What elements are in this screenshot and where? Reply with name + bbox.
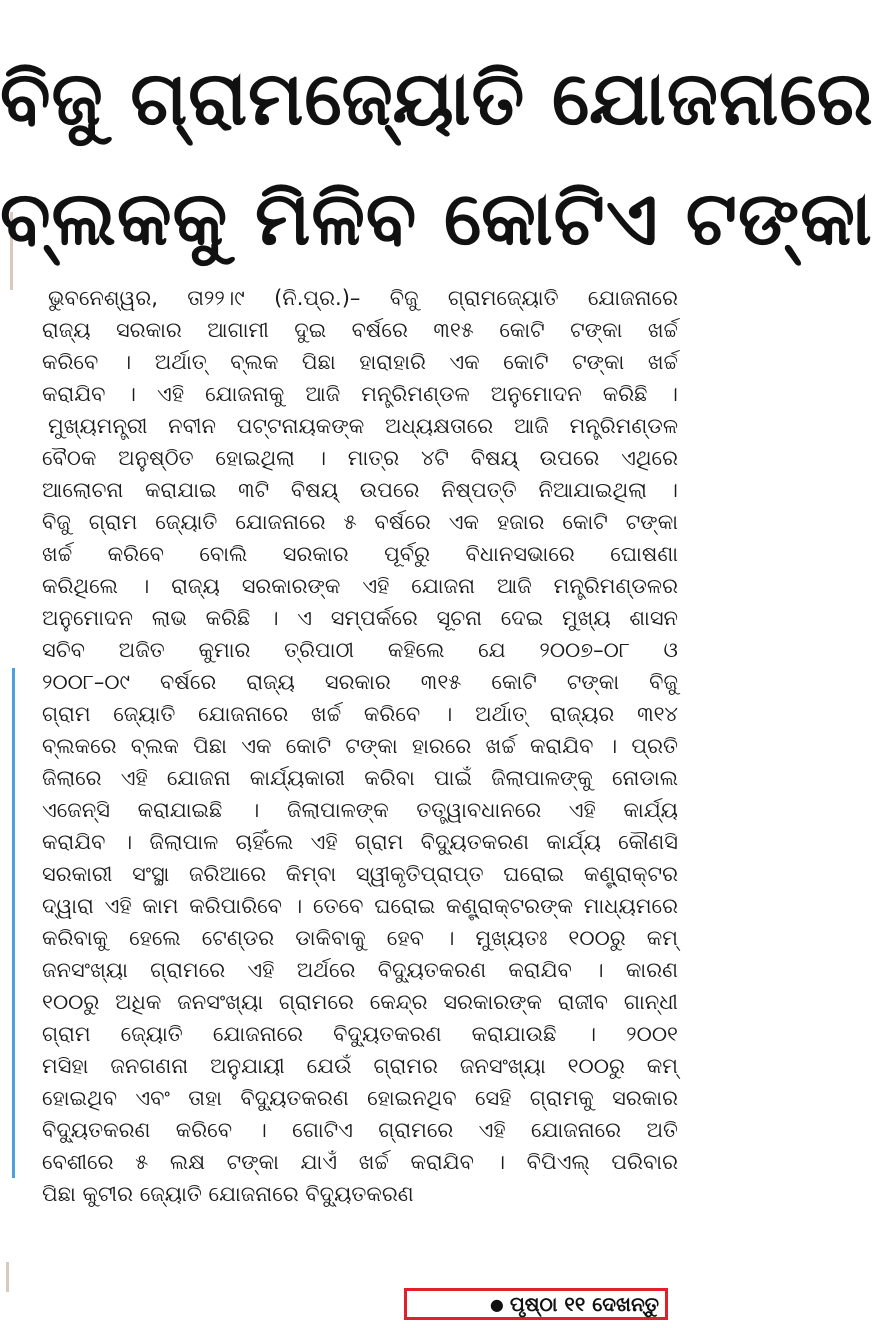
- body-line: ମୁଖ୍ୟମନ୍ତ୍ରୀ ନବୀନ ପଟ୍ଟନାୟକଙ୍କ ଅଧ୍ୟକ୍ଷତାରେ ଆଜି ମନ୍ତ୍ରିମଣ୍ଡଳ: [48, 414, 678, 438]
- body-line: ସରକାରୀ ସଂସ୍ଥା ଜରିଆରେ କିମ୍ବା ସ୍ୱୀକୃତିପ୍ରାପ୍ତ ଘରୋଇ କଣ୍ଟ୍ରାକ୍ଟର: [42, 862, 678, 886]
- body-line: କରିବେ । ଅର୍ଥାତ୍ ବ୍ଲକ ପିଛା ହାରାହାରି ଏକ କୋଟି ଟଙ୍କା ଖର୍ଚ୍ଚ: [42, 350, 678, 374]
- body-line: ୨୦୦୮–୦୯ ବର୍ଷରେ ରାଜ୍ୟ ସରକାର ୩୧୫ କୋଟି ଟଙ୍କା ବିଜୁ: [42, 670, 678, 694]
- body-line-final: ପିଛା କୁଟୀର ଜ୍ୟୋତି ଯୋଜନାରେ ବିଦ୍ୟୁତକରଣ: [42, 1182, 414, 1206]
- body-line: ଜିଲାରେ ଏହି ଯୋଜନା କାର୍ଯ୍ୟକାରୀ କରିବା ପାଇଁ ଜିଲାପାଳଙ୍କୁ ନୋଡାଲ: [42, 766, 678, 790]
- body-line: କରାଯିବ । ଜିଲାପାଳ ଚାହିଁଲେ ଏହି ଗ୍ରାମ ବିଦ୍ୟୁତକରଣ କାର୍ଯ୍ୟ କୌଣସି: [42, 830, 678, 854]
- body-line: ଖର୍ଚ୍ଚ କରିବେ ବୋଲି ସରକାର ପୂର୍ବରୁ ବିଧାନସଭାରେ ଘୋଷଣା: [42, 542, 678, 566]
- body-line: ଏଜେନ୍ସି କରାଯାଇଛି । ଜିଲାପାଳଙ୍କ ତତ୍ତ୍ୱାବଧାନରେ ଏହି କାର୍ଯ୍ୟ: [42, 798, 678, 822]
- body-line: ହୋଇଥିବ ଏବଂ ତାହା ବିଦ୍ୟୁତକରଣ ହୋଇନଥିବ ସେହି ଗ୍ରାମକୁ ସରକାର: [42, 1086, 678, 1110]
- continued-on-page-box[interactable]: [404, 1288, 668, 1320]
- body-line: ଗ୍ରାମ ଜ୍ୟୋତି ଯୋଜନାରେ ବିଦ୍ୟୁତକରଣ କରାଯାଉଛି । ୨୦୦୧: [42, 1022, 678, 1046]
- body-line: ମସିହା ଜନଗଣନା ଅନୁଯାୟୀ ଯେଉଁ ଗ୍ରାମର ଜନସଂଖ୍ୟା ୧୦୦ରୁ କମ୍: [42, 1054, 678, 1078]
- body-line: ସଚିବ ଅଜିତ କୁମାର ତ୍ରିପାଠୀ କହିଲେ ଯେ ୨୦୦୭–୦୮ ଓ: [42, 638, 678, 662]
- body-line: ଦ୍ୱାରା ଏହି କାମ କରିପାରିବେ । ତେବେ ଘରୋଇ କଣ୍ଟ୍ରାକ୍ଟରଙ୍କ ମାଧ୍ୟମରେ: [42, 894, 678, 918]
- bullet-icon: ●: [489, 1294, 504, 1314]
- body-line: ଭୁବନେଶ୍ୱର, ତା୨୨।୯ (ନି.ପ୍ର.)– ବିଜୁ ଗ୍ରାମଜ୍ୟୋତି ଯୋଜନାରେ: [48, 286, 678, 310]
- body-line: ବ୍ଲକରେ ବ୍ଲକ ପିଛା ଏକ କୋଟି ଟଙ୍କା ହାରରେ ଖର୍ଚ୍ଚ କରାଯିବ । ପ୍ରତି: [42, 734, 678, 758]
- body-line: କରାଯିବ । ଏହି ଯୋଜନାକୁ ଆଜି ମନ୍ତ୍ରିମଣ୍ଡଳ ଅନୁମୋଦନ କରିଛି ।: [42, 382, 678, 406]
- body-line: ଅନୁମୋଦନ ଲାଭ କରିଛି । ଏ ସମ୍ପର୍କରେ ସୂଚନା ଦେଇ ମୁଖ୍ୟ ଶାସନ: [42, 606, 678, 630]
- edge-mark-bottom: [6, 1262, 9, 1292]
- body-line: ଗ୍ରାମ ଜ୍ୟୋତି ଯୋଜନାରେ ଖର୍ଚ୍ଚ କରିବେ । ଅର୍ଥାତ୍ ରାଜ୍ୟର ୩୧୪: [42, 702, 678, 726]
- body-line: କରିବାକୁ ହେଲେ ଟେଣ୍ଡର ଡାକିବାକୁ ହେବ । ମୁଖ୍ୟତଃ ୧୦୦ରୁ କମ୍: [42, 926, 678, 950]
- body-line: ବେଶୀରେ ୫ ଲକ୍ଷ ଟଙ୍କା ଯାଏଁ ଖର୍ଚ୍ଚ କରାଯିବ । ବିପିଏଲ୍ ପରିବାର: [42, 1150, 678, 1174]
- body-line: ଜନସଂଖ୍ୟା ଗ୍ରାମରେ ଏହି ଅର୍ଥରେ ବିଦ୍ୟୁତକରଣ କରାଯିବ । କାରଣ: [42, 958, 678, 982]
- headline-line-1: ବିଜୁ ଗ୍ରାମଜ୍ୟୋତି ଯୋଜନାରେ: [0, 56, 874, 142]
- body-line: ବୈଠକ ଅନୁଷ୍ଠିତ ହୋଇଥିଲା । ମାତ୍ର ୪ଟି ବିଷୟ୍ ଉପରେ ଏଥିରେ: [42, 446, 678, 470]
- body-line: ବିଦ୍ୟୁତକରଣ କରିବେ । ଗୋଟିଏ ଗ୍ରାମରେ ଏହି ଯୋଜନାରେ ଅତି: [42, 1118, 678, 1142]
- headline-line-2: ବ୍ଲକକୁ ମିଳିବ କୋଟିଏ ଟଙ୍କା: [0, 176, 873, 262]
- body-line: ୧୦୦ରୁ ଅଧିକ ଜନସଂଖ୍ୟା ଗ୍ରାମରେ କେନ୍ଦ୍ର ସରକାରଙ୍କ ରାଜୀବ ଗାନ୍ଧୀ: [42, 990, 678, 1014]
- article-body: [42, 282, 678, 1210]
- continued-label: ପୃଷ୍ଠା ୧୧ ଦେଖନ୍ତୁ: [509, 1292, 659, 1316]
- body-line: କରିଥିଲେ । ରାଜ୍ୟ ସରକାରଙ୍କ ଏହି ଯୋଜନା ଆଜି ମନ୍ତ୍ରିମଣ୍ଡଳର: [42, 574, 678, 598]
- body-line: ରାଜ୍ୟ ସରକାର ଆଗାମୀ ଦୁଇ ବର୍ଷରେ ୩୧୫ କୋଟି ଟଙ୍କା ଖର୍ଚ୍ଚ: [42, 318, 678, 342]
- body-line: ଆଲୋଚନା କରାଯାଇ ୩ଟି ବିଷୟ୍ ଉପରେ ନିଷ୍ପତ୍ତି ନିଆଯାଇଥିଲା ।: [42, 478, 678, 502]
- edge-mark-blue: [12, 668, 15, 1178]
- body-line: ବିଜୁ ଗ୍ରାମ ଜ୍ୟୋତି ଯୋଜନାରେ ୫ ବର୍ଷରେ ଏକ ହଜାର କୋଟି ଟଙ୍କା: [42, 510, 678, 534]
